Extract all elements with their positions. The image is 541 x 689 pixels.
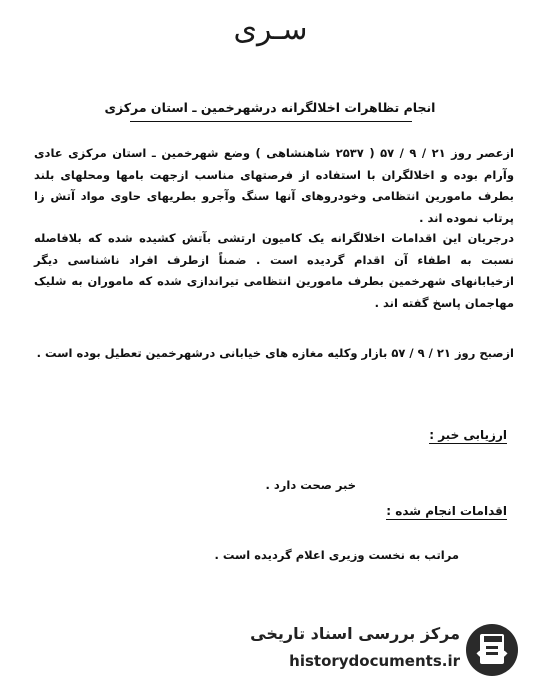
classification-stamp: سـری: [233, 12, 308, 47]
watermark-logo: [250, 620, 526, 682]
subject-underline: [130, 121, 412, 122]
paragraph-3: ازصبح روز ۲۱ / ۹ / ۵۷ بازار وکلیه مغازه های خیابانی درشهرخمین تعطیل بوده است .: [36, 346, 514, 360]
watermark-url: historydocuments.ir: [289, 652, 460, 670]
actions-value: مراتب به نخست وزیری اعلام گردیده است .: [214, 548, 459, 562]
paragraph-2: درجریان این اقدامات اخلالگرانه یک کامیون ارتشی بآتش کشیده شده که بلافاصله نسبت به اطفاء آن اقدام گردیده است . ضمناً ازطرف افراد ناشناسی دیگر ازخیابانهای شهرخمین بطرف مامورین انتظامی تیراندازی شده که ماموران به شلیک مهاجمان پاسخ گفته اند .: [34, 231, 514, 310]
paragraph-1: ازعصر روز ۲۱ / ۹ / ۵۷ ( ۲۵۳۷ شاهنشاهی ) وضع شهرخمین ـ استان مرکزی عادی وآرام بوده و اخلالگران با استفاده از فرصتهای مناسب ازجهت بامها ومحلهای بلند بطرف مامورین انتظامی وخودروهای آنها سنگ وآجرو بطریهای حاوی مواد آتش زا پرتاب نموده اند .: [34, 146, 514, 225]
document-archive-icon: [464, 622, 520, 678]
evaluation-heading: ارزیابی خبر :: [429, 428, 507, 442]
evaluation-value: خبر صحت دارد .: [265, 478, 356, 492]
document-subject: انجام تظاهرات اخلالگرانه درشهرخمین ـ استان مرکزی: [104, 100, 436, 115]
actions-heading: اقدامات انجام شده :: [386, 504, 507, 518]
watermark-name: مرکز بررسی اسناد تاریخی: [250, 624, 460, 643]
